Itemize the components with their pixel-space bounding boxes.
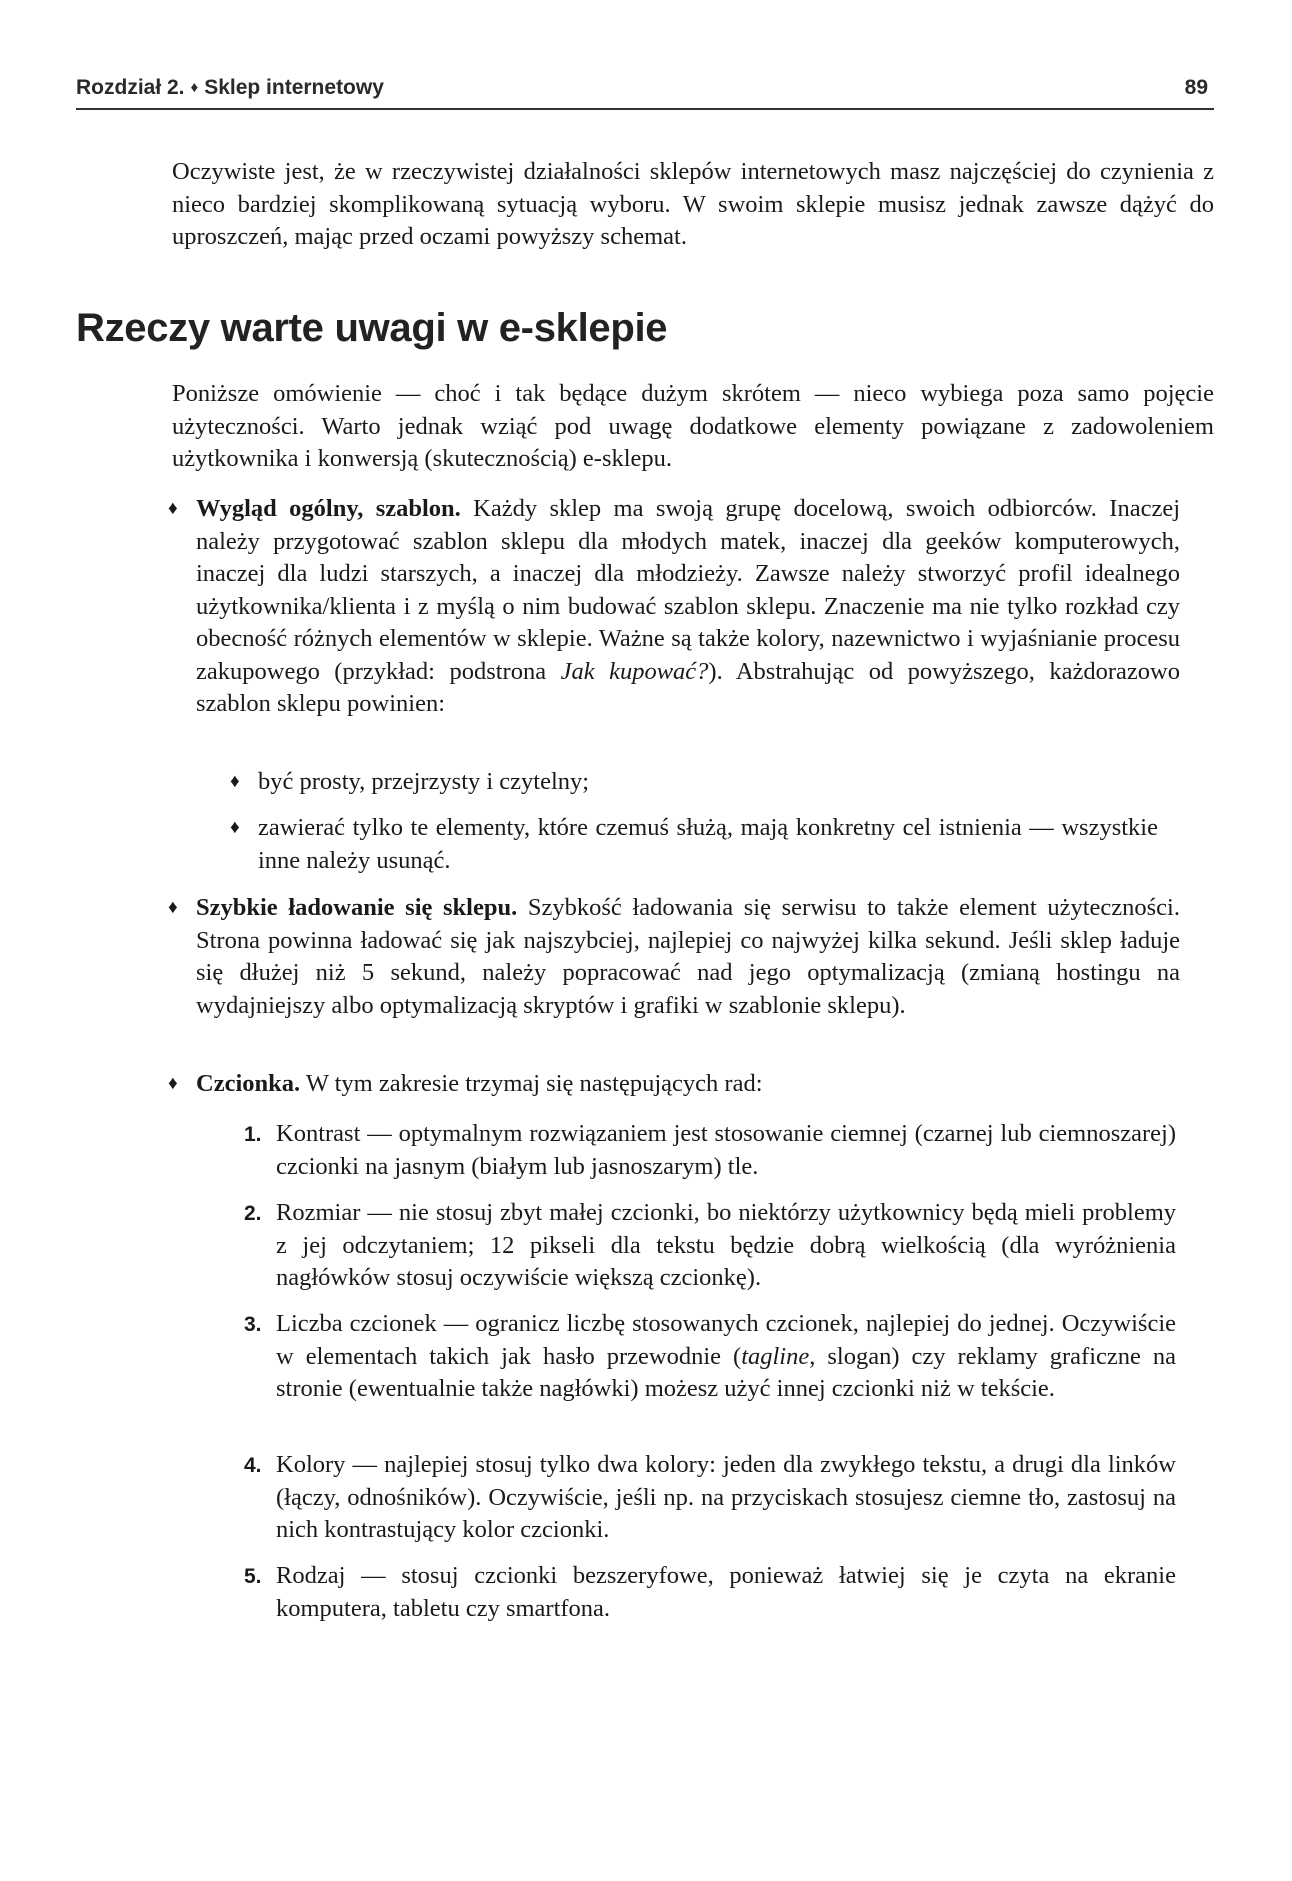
chapter-number: Rozdział 2. bbox=[76, 76, 185, 99]
bullet-font bbox=[168, 1068, 1180, 1101]
item-number: 2. bbox=[244, 1202, 262, 1225]
diamond-bullet-icon: ♦ bbox=[230, 817, 240, 838]
item-text: Rodzaj — stosuj czcionki bezszeryfowe, ponieważ łatwiej się je czyta na ekranie komputera, tabletu czy smartfona. bbox=[276, 1562, 1176, 1622]
intro-paragraph: Oczywiste jest, że w rzeczywistej działalności sklepów internetowych masz najczęściej do czynienia z nieco bardziej skomplikowaną sytuacją wyboru. W swoim sklepie musisz jednak zawsze dążyć do uproszczeń, mając przed oczami powyższy schemat. bbox=[172, 158, 1214, 250]
diamond-separator-icon: ♦ bbox=[190, 79, 199, 96]
bullet-text: Szybkość ładowania się serwisu to także element użyteczności. Strona powinna ładować się jak najszybciej, najlepiej co najwyżej kilka sekund. Jeśli sklep ładuje się dłużej niż 5 sekund, należy popracować nad jego optymalizacją (zmianą hostingu na wydajniejszy albo optymalizacją skryptów i grafiki w szablonie sklepu). bbox=[196, 894, 1180, 1019]
bullet-appearance bbox=[168, 493, 1180, 721]
chapter-title: Sklep internetowy bbox=[204, 76, 384, 99]
bullet-title: Czcionka. bbox=[196, 1070, 301, 1097]
diamond-bullet-icon: ♦ bbox=[168, 897, 178, 918]
item-number: 4. bbox=[244, 1454, 262, 1477]
sub-bullet bbox=[230, 766, 1158, 799]
section-heading: Rzeczy warte uwagi w e-sklepie bbox=[76, 306, 668, 350]
numbered-item bbox=[244, 1118, 1176, 1183]
numbered-item bbox=[244, 1308, 1176, 1406]
bullet-title: Wygląd ogólny, szablon. bbox=[196, 495, 461, 522]
numbered-item bbox=[244, 1197, 1176, 1295]
diamond-bullet-icon: ♦ bbox=[168, 498, 178, 519]
item-italic-term: tagline bbox=[741, 1342, 810, 1370]
diamond-bullet-icon: ♦ bbox=[168, 1073, 178, 1094]
bullet-text-continued: ). Abstrahując od powyższego, każdorazowo szablon sklepu powinien: bbox=[196, 657, 1180, 717]
bullet-text: W tym zakresie trzymaj się następujących rad: bbox=[305, 1070, 763, 1097]
numbered-item bbox=[244, 1560, 1176, 1625]
sub-bullet bbox=[230, 812, 1158, 877]
page-number: 89 bbox=[1184, 76, 1208, 99]
item-text: Liczba czcionek — ogranicz liczbę stosowanych czcionek, najlepiej do jednej. Oczywiście w elementach takich jak hasło przewodnie ( bbox=[276, 1310, 1176, 1370]
sub-bullet-text: zawierać tylko te elementy, które czemuś służą, mają konkretny cel istnienia — wszystkie inne należy usunąć. bbox=[258, 814, 1158, 874]
item-number: 5. bbox=[244, 1565, 262, 1588]
diamond-bullet-icon: ♦ bbox=[230, 771, 240, 792]
section-lead-paragraph: Poniższe omówienie — choć i tak będące dużym skrótem — nieco wybiega poza samo pojęcie użyteczności. Warto jednak wziąć pod uwagę dodatkowe elementy powiązane z zadowoleniem użytkownika i konwersją (skutecznością) e-sklepu. bbox=[172, 380, 1214, 472]
bullet-text: Każdy sklep ma swoją grupę docelową, swoich odbiorców. Inaczej należy przygotować szablon sklepu dla młodych matek, inaczej dla geeków komputerowych, inaczej dla ludzi starszych, a inaczej dla młodzieży. Zawsze należy stworzyć profil idealnego użytkownika/klienta i z myślą o nim budować szablon sklepu. Znaczenie ma nie tylko rozkład czy obecność różnych elementów w sklepie. Ważne są także kolory, nazewnictwo i wyjaśnianie procesu zakupowego (przykład: podstrona bbox=[196, 495, 1180, 685]
item-number: 1. bbox=[244, 1123, 262, 1146]
chapter-label bbox=[76, 76, 384, 100]
item-text-continued: , slogan) czy reklamy graficzne na stronie (ewentualnie także nagłówki) możesz użyć innej czcionki niż w tekście. bbox=[276, 1342, 1176, 1402]
sub-bullet-text: być prosty, przejrzysty i czytelny; bbox=[258, 768, 590, 795]
item-number: 3. bbox=[244, 1313, 262, 1336]
bullet-title: Szybkie ładowanie się sklepu. bbox=[196, 894, 518, 921]
bullet-loading bbox=[168, 892, 1180, 1022]
numbered-item bbox=[244, 1449, 1176, 1547]
item-text: Rozmiar — nie stosuj zbyt małej czcionki, bo niektórzy użytkownicy będą mieli problemy z jej odczytaniem; 12 pikseli dla tekstu będzie dobrą wielkością (dla wyróżnienia nagłówków stosuj oczywiście większą czcionkę). bbox=[276, 1199, 1176, 1291]
running-header bbox=[76, 74, 1214, 110]
bullet-italic-term: Jak kupować? bbox=[560, 657, 709, 685]
item-text: Kontrast — optymalnym rozwiązaniem jest stosowanie ciemnej (czarnej lub ciemnoszarej) czcionki na jasnym (białym lub jasnoszarym) tle. bbox=[276, 1120, 1176, 1180]
item-text: Kolory — najlepiej stosuj tylko dwa kolory: jeden dla zwykłego tekstu, a drugi dla linków (łączy, odnośników). Oczywiście, jeśli np. na przyciskach stosujesz ciemne tło, zastosuj na nich kontrastujący kolor czcionki. bbox=[276, 1451, 1176, 1543]
